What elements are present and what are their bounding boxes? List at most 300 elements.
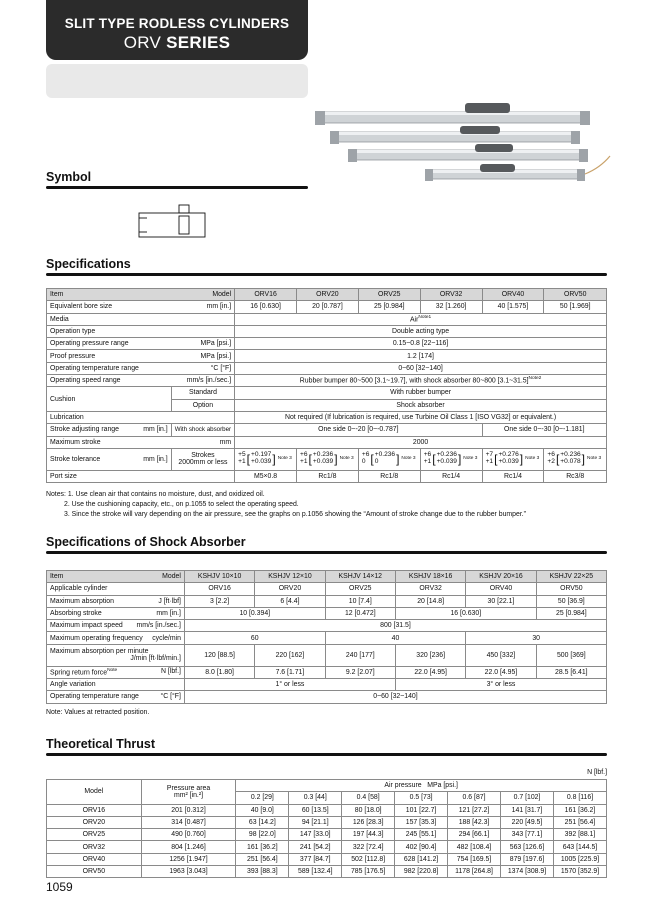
table-cell: 10 [0.394] bbox=[184, 607, 325, 619]
bracket-close-icon: ] bbox=[272, 452, 276, 467]
table-cell: 30 [22.1] bbox=[466, 595, 536, 607]
table-cell: 294 [66.1] bbox=[448, 829, 501, 841]
tolerance-value bbox=[362, 452, 416, 466]
table-cell: 16 [0.630] bbox=[235, 301, 297, 313]
row-label: Stroke adjusting range bbox=[50, 426, 119, 434]
row-label: Lubrication bbox=[47, 411, 235, 423]
header-model: Model bbox=[162, 573, 181, 581]
table-cell: KSHJV 14×12 bbox=[325, 571, 395, 583]
table-cell: 16 [0.630] bbox=[395, 607, 536, 619]
note-line: 2. Use the cushioning capacity, etc., on p.1055 to select the operating speed. bbox=[64, 501, 299, 508]
table-row bbox=[47, 436, 607, 448]
tol-in bbox=[313, 452, 333, 466]
tol-upper: +6 bbox=[299, 451, 308, 459]
row-model: ORV50 bbox=[47, 866, 142, 878]
row-unit: mm/s [in./sec.] bbox=[136, 622, 181, 630]
row-label: Absorbing stroke bbox=[50, 609, 102, 617]
table-cell: 3 [2.2] bbox=[184, 595, 254, 607]
note-ref: Note 3 bbox=[339, 455, 354, 461]
table-cell: KSHJV 10×10 bbox=[184, 571, 254, 583]
row-label: Angle variation bbox=[47, 679, 185, 691]
table-cell: 251 [56.4] bbox=[236, 853, 289, 865]
tol-lower: +1 bbox=[299, 458, 308, 466]
tol-lower-in: +0.039 bbox=[312, 458, 334, 466]
row-label: Maximum stroke bbox=[50, 438, 101, 446]
row-label: Operating pressure range bbox=[50, 340, 129, 348]
row-unit: °C [°F] bbox=[160, 693, 181, 701]
section-title-theoretical-thrust: Theoretical Thrust bbox=[46, 737, 156, 751]
section-rule-shock-absorber bbox=[46, 551, 607, 554]
tolerance-value bbox=[424, 452, 478, 466]
table-cell: 220 [162] bbox=[255, 644, 325, 666]
table-cell: One side 0~-30 [0~-1.181] bbox=[482, 424, 606, 436]
header-air-pressure: Air pressure MPa [psi.] bbox=[236, 780, 607, 792]
speed-value: Rubber bumper 80~500 [3.1~19.7], with shock absorber 80~800 [3.1~31.5] bbox=[299, 377, 529, 385]
table-cell: 322 [72.4] bbox=[342, 841, 395, 853]
note-line: 3. Since the stroke will vary depending on the air pressure, see the graphs on p.1056 showing the “Amount of stroke change due to the rubber bumper.” bbox=[64, 511, 526, 518]
tolerance-value bbox=[486, 452, 540, 466]
table-cell: 40 bbox=[325, 632, 466, 644]
table-cell: 0~60 [32~140] bbox=[184, 691, 606, 703]
table-cell: 98 [22.0] bbox=[236, 829, 289, 841]
tol-upper-in: +0.236 bbox=[374, 451, 396, 459]
table-cell: M5×0.8 bbox=[235, 470, 297, 482]
row-area: 490 [0.760] bbox=[141, 829, 236, 841]
series-banner bbox=[46, 0, 308, 60]
table-cell: 320 [236] bbox=[395, 644, 465, 666]
table-cell: KSHJV 18×16 bbox=[395, 571, 465, 583]
bracket-open-icon: [ bbox=[370, 452, 374, 467]
bracket-open-icon: [ bbox=[308, 452, 312, 467]
table-cell: 450 [332] bbox=[466, 644, 536, 666]
tol-lower: 0 bbox=[361, 458, 366, 466]
table-row bbox=[47, 362, 607, 374]
table-cell: 20 [14.8] bbox=[395, 595, 465, 607]
section-rule-theoretical-thrust bbox=[46, 753, 607, 756]
table-cell bbox=[235, 448, 297, 470]
table-cell: 482 [108.4] bbox=[448, 841, 501, 853]
row-label: Equivalent bore size bbox=[50, 303, 113, 311]
table-cell: 0.4 [58] bbox=[342, 792, 395, 804]
table-cell: ORV50 bbox=[544, 289, 607, 301]
table-row bbox=[47, 448, 607, 470]
table-cell: 643 [144.5] bbox=[553, 841, 606, 853]
thrust-rows bbox=[47, 804, 607, 878]
table-row bbox=[47, 289, 607, 301]
table-cell: 120 [88.5] bbox=[184, 644, 254, 666]
table-row bbox=[47, 470, 607, 482]
table-cell: 6 [4.4] bbox=[255, 595, 325, 607]
row-area: 201 [0.312] bbox=[141, 804, 236, 816]
table-cell: 0.2 [29] bbox=[236, 792, 289, 804]
table-cell: 800 [31.5] bbox=[184, 620, 606, 632]
table-cell: 50 [36.9] bbox=[536, 595, 606, 607]
table-cell: 197 [44.3] bbox=[342, 829, 395, 841]
row-label: Maximum absorption bbox=[50, 597, 114, 605]
table-cell: ORV16 bbox=[184, 583, 254, 595]
table-row bbox=[47, 853, 607, 865]
table-row bbox=[47, 620, 607, 632]
banner-title: SLIT TYPE RODLESS CYLINDERS bbox=[64, 16, 290, 31]
table-cell: 20 [0.787] bbox=[296, 301, 358, 313]
table-cell: 121 [27.2] bbox=[448, 804, 501, 816]
table-cell: KSHJV 22×25 bbox=[536, 571, 606, 583]
table-cell: 343 [77.1] bbox=[501, 829, 554, 841]
table-cell: 161 [36.2] bbox=[553, 804, 606, 816]
table-row bbox=[47, 411, 607, 423]
tol-lower-in: +0.039 bbox=[251, 458, 272, 466]
table-cell: 1374 [308.9] bbox=[501, 866, 554, 878]
tol-mm bbox=[486, 452, 494, 466]
table-cell: 157 [35.3] bbox=[395, 816, 448, 828]
media-value: Air bbox=[409, 316, 419, 324]
table-cell: 982 [220.8] bbox=[395, 866, 448, 878]
table-cell: 10 [7.4] bbox=[325, 595, 395, 607]
cylinder-1 bbox=[315, 103, 590, 125]
table-cell: 161 [36.2] bbox=[236, 841, 289, 853]
thrust-unit: N [lbf.] bbox=[587, 769, 607, 776]
row-sublabel: Standard bbox=[171, 387, 234, 399]
cylinder-2 bbox=[330, 126, 580, 144]
tol-lower-in: +0.078 bbox=[560, 458, 581, 466]
table-cell: Shock absorber bbox=[235, 399, 607, 411]
table-cell: ORV32 bbox=[420, 289, 482, 301]
table-cell: 50 [1.969] bbox=[544, 301, 607, 313]
table-row bbox=[47, 375, 607, 387]
row-area: 1963 [3.043] bbox=[141, 866, 236, 878]
table-cell: 60 bbox=[184, 632, 325, 644]
tol-sub1: Strokes bbox=[191, 452, 215, 460]
table-cell: 500 [369] bbox=[536, 644, 606, 666]
note-ref: Note 3 bbox=[401, 455, 416, 461]
tol-upper: +5 bbox=[238, 451, 246, 459]
tol-mm bbox=[238, 452, 246, 466]
tol-upper-in: +0.197 bbox=[251, 451, 272, 459]
table-cell: 8.0 [1.80] bbox=[184, 666, 254, 678]
table-cell: 63 [14.2] bbox=[236, 816, 289, 828]
table-row bbox=[47, 338, 607, 350]
row-label: Operating temperature range bbox=[50, 364, 139, 372]
table-row bbox=[47, 866, 607, 878]
pneumatic-symbol bbox=[135, 203, 215, 243]
table-cell: 785 [176.5] bbox=[342, 866, 395, 878]
tolerance-value bbox=[547, 452, 601, 466]
row-unit: mm [in.] bbox=[156, 609, 181, 617]
note-ref: Note 3 bbox=[525, 455, 540, 461]
tol-in bbox=[437, 452, 457, 466]
table-cell: 251 [56.4] bbox=[553, 816, 606, 828]
table-cell: 392 [88.1] bbox=[553, 829, 606, 841]
row-unit: N [lbf.] bbox=[161, 668, 181, 676]
row-model: ORV25 bbox=[47, 829, 142, 841]
row-label: Stroke tolerance bbox=[50, 455, 101, 463]
table-cell: 30 bbox=[466, 632, 607, 644]
table-cell: 25 [0.984] bbox=[358, 301, 420, 313]
table-cell: 9.2 [2.07] bbox=[325, 666, 395, 678]
note-ref: Note bbox=[107, 668, 118, 674]
table-cell: 879 [197.6] bbox=[501, 853, 554, 865]
row-sublabel bbox=[171, 448, 234, 470]
table-cell: 0.8 [116] bbox=[553, 792, 606, 804]
table-cell: 22.0 [4.95] bbox=[395, 666, 465, 678]
table-cell: 141 [31.7] bbox=[501, 804, 554, 816]
table-cell: 28.5 [6.41] bbox=[536, 666, 606, 678]
note-ref: Note 3 bbox=[463, 455, 478, 461]
tol-upper-in: +0.236 bbox=[312, 451, 334, 459]
row-unit: mm bbox=[219, 438, 232, 446]
table-cell: ORV25 bbox=[325, 583, 395, 595]
table-cell: Rc1/4 bbox=[420, 470, 482, 482]
row-unit: MPa [psi.] bbox=[200, 340, 232, 348]
row-label: Cushion bbox=[47, 387, 172, 412]
note-line: Notes: 1. Use clean air that contains no moisture, dust, and oxidized oil. bbox=[46, 491, 265, 498]
table-row bbox=[47, 424, 607, 436]
table-cell: 220 [49.5] bbox=[501, 816, 554, 828]
tol-upper-in: +0.236 bbox=[560, 451, 581, 459]
table-row bbox=[47, 595, 607, 607]
table-row bbox=[47, 571, 607, 583]
shock-note: Note: Values at retracted position. bbox=[46, 709, 150, 716]
table-cell bbox=[482, 448, 544, 470]
table-cell: 0.5 [73] bbox=[395, 792, 448, 804]
row-area: 1256 [1.947] bbox=[141, 853, 236, 865]
series-prefix: ORV bbox=[123, 33, 162, 52]
table-cell: 0.3 [44] bbox=[289, 792, 342, 804]
table-cell: 60 [13.5] bbox=[289, 804, 342, 816]
table-cell: With rubber bumper bbox=[235, 387, 607, 399]
row-unit: mm [in.] bbox=[143, 426, 168, 434]
table-cell: ORV20 bbox=[255, 583, 325, 595]
tol-upper: +6 bbox=[361, 451, 370, 459]
row-model: ORV40 bbox=[47, 853, 142, 865]
row-unit: J [ft·lbf] bbox=[158, 597, 181, 605]
row-label: Maximum operating frequency bbox=[50, 634, 143, 642]
section-title-shock-absorber: Specifications of Shock Absorber bbox=[46, 535, 246, 549]
table-cell: 0.15~0.8 [22~116] bbox=[235, 338, 607, 350]
note-ref: Note 3 bbox=[587, 455, 602, 461]
row-unit: mm [in.] bbox=[143, 455, 168, 463]
table-cell: 0.6 [87] bbox=[448, 792, 501, 804]
table-cell: 1° or less bbox=[184, 679, 395, 691]
apm-label-2: J/min [ft·lbf/min.] bbox=[130, 655, 181, 663]
tol-lower-in: +0.039 bbox=[498, 458, 519, 466]
tol-mm bbox=[424, 452, 432, 466]
table-cell: 3° or less bbox=[395, 679, 606, 691]
row-label: Applicable cylinder bbox=[47, 583, 185, 595]
tol-mm bbox=[547, 452, 555, 466]
theoretical-thrust-table bbox=[46, 779, 607, 878]
table-cell: 40 [1.575] bbox=[482, 301, 544, 313]
banner-series bbox=[46, 33, 308, 53]
tol-lower-in: 0 bbox=[374, 458, 379, 466]
table-cell: 245 [55.1] bbox=[395, 829, 448, 841]
table-cell: 32 [1.260] bbox=[420, 301, 482, 313]
row-area: 314 [0.487] bbox=[141, 816, 236, 828]
table-cell: Rc1/4 bbox=[482, 470, 544, 482]
table-cell: 147 [33.0] bbox=[289, 829, 342, 841]
table-cell bbox=[358, 448, 420, 470]
tol-upper: +7 bbox=[485, 451, 494, 459]
row-unit: °C [°F] bbox=[210, 364, 232, 372]
apm-label-1: Maximum absorption per minute bbox=[50, 648, 149, 656]
row-label: Port size bbox=[47, 470, 235, 482]
table-cell: 7.6 [1.71] bbox=[255, 666, 325, 678]
table-cell: 126 [28.3] bbox=[342, 816, 395, 828]
tol-in bbox=[375, 452, 395, 466]
table-cell: 1005 [225.9] bbox=[553, 853, 606, 865]
table-cell: ORV40 bbox=[482, 289, 544, 301]
row-sublabel: Option bbox=[171, 399, 234, 411]
product-photo bbox=[315, 98, 615, 198]
table-cell: Double acting type bbox=[235, 325, 607, 337]
shock-absorber-table bbox=[46, 570, 607, 704]
table-row bbox=[47, 679, 607, 691]
tol-upper-in: +0.276 bbox=[498, 451, 519, 459]
table-row bbox=[47, 301, 607, 313]
tol-mm bbox=[300, 452, 308, 466]
table-cell: 94 [21.1] bbox=[289, 816, 342, 828]
table-cell: 25 [0.984] bbox=[536, 607, 606, 619]
row-unit: MPa [psi.] bbox=[200, 352, 232, 360]
specifications-table bbox=[46, 288, 607, 483]
table-row bbox=[47, 325, 607, 337]
row-label: Operating temperature range bbox=[50, 693, 139, 701]
bracket-close-icon: ] bbox=[457, 452, 462, 467]
table-cell: 40 [9.0] bbox=[236, 804, 289, 816]
table-row bbox=[47, 607, 607, 619]
table-cell bbox=[544, 448, 607, 470]
tol-lower: +1 bbox=[485, 458, 494, 466]
header-model: Model bbox=[47, 780, 142, 805]
series-word: SERIES bbox=[166, 33, 231, 52]
table-cell: Rc1/8 bbox=[358, 470, 420, 482]
bracket-open-icon: [ bbox=[555, 452, 560, 467]
tol-in bbox=[560, 452, 580, 466]
table-cell: 188 [42.3] bbox=[448, 816, 501, 828]
table-cell: 0.7 [102] bbox=[501, 792, 554, 804]
table-cell: 241 [54.2] bbox=[289, 841, 342, 853]
table-cell: 1570 [352.9] bbox=[553, 866, 606, 878]
row-area: 804 [1.246] bbox=[141, 841, 236, 853]
tol-sub2: 2000mm or less bbox=[178, 459, 228, 467]
row-label: Operation type bbox=[47, 325, 235, 337]
table-cell: ORV16 bbox=[235, 289, 297, 301]
spring-label: Spring return force bbox=[50, 669, 108, 677]
table-cell: 393 [88.3] bbox=[236, 866, 289, 878]
table-cell: 502 [112.8] bbox=[342, 853, 395, 865]
table-row bbox=[47, 632, 607, 644]
row-model: ORV32 bbox=[47, 841, 142, 853]
row-model: ORV16 bbox=[47, 804, 142, 816]
table-cell: ORV40 bbox=[466, 583, 536, 595]
table-cell: 240 [177] bbox=[325, 644, 395, 666]
tol-lower: +2 bbox=[547, 458, 555, 466]
row-unit: mm [in.] bbox=[206, 303, 232, 311]
table-cell: ORV32 bbox=[395, 583, 465, 595]
section-title-symbol: Symbol bbox=[46, 170, 92, 184]
grey-placeholder-box bbox=[46, 64, 308, 98]
table-row bbox=[47, 829, 607, 841]
cylinder-3 bbox=[348, 144, 588, 162]
table-cell: Not required (If lubrication is required, use Turbine Oil Class 1 [ISO VG32] or equivalent.) bbox=[235, 411, 607, 423]
table-cell: 1178 [264.8] bbox=[448, 866, 501, 878]
section-title-specifications: Specifications bbox=[46, 257, 131, 271]
table-cell: 2000 bbox=[235, 436, 607, 448]
table-cell: ORV25 bbox=[358, 289, 420, 301]
page-number: 1059 bbox=[46, 880, 73, 894]
table-cell bbox=[235, 375, 607, 387]
tol-mm bbox=[362, 452, 370, 466]
section-rule-specifications bbox=[46, 273, 607, 276]
table-cell: ORV50 bbox=[536, 583, 606, 595]
header-model: Model bbox=[212, 291, 232, 299]
row-unit: mm/s [in./sec.] bbox=[186, 377, 232, 385]
table-cell: 1.2 [174] bbox=[235, 350, 607, 362]
bracket-open-icon: [ bbox=[246, 452, 250, 467]
table-cell: 402 [90.4] bbox=[395, 841, 448, 853]
tolerance-value bbox=[300, 452, 354, 466]
row-label: Maximum impact speed bbox=[50, 622, 123, 630]
row-unit: cycle/min bbox=[152, 634, 181, 642]
table-cell bbox=[420, 448, 482, 470]
table-row bbox=[47, 350, 607, 362]
table-cell: KSHJV 12×10 bbox=[255, 571, 325, 583]
table-cell: 22.0 [4.95] bbox=[466, 666, 536, 678]
row-label: Operating speed range bbox=[50, 377, 121, 385]
tol-lower: +1 bbox=[423, 458, 432, 466]
tol-upper: +6 bbox=[547, 451, 555, 459]
tol-lower: +1 bbox=[238, 458, 246, 466]
spec-notes bbox=[46, 490, 526, 520]
table-cell: 0~60 [32~140] bbox=[235, 362, 607, 374]
tol-lower-in: +0.039 bbox=[436, 458, 457, 466]
area-label-2: mm² [in.²] bbox=[173, 791, 204, 799]
table-row bbox=[47, 804, 607, 816]
table-cell: ORV20 bbox=[296, 289, 358, 301]
bracket-close-icon: ] bbox=[519, 452, 524, 467]
table-cell: Rc1/8 bbox=[296, 470, 358, 482]
note-ref: Note 3 bbox=[277, 455, 292, 461]
table-row bbox=[47, 691, 607, 703]
tolerance-value bbox=[238, 452, 292, 466]
tol-upper-in: +0.236 bbox=[436, 451, 457, 459]
header-item: Item bbox=[50, 291, 64, 299]
row-label bbox=[47, 644, 185, 666]
table-cell bbox=[296, 448, 358, 470]
header-item: Item bbox=[50, 573, 64, 581]
tol-in bbox=[498, 452, 518, 466]
table-cell: 80 [18.0] bbox=[342, 804, 395, 816]
bracket-close-icon: ] bbox=[581, 452, 585, 467]
table-row bbox=[47, 644, 607, 666]
bracket-close-icon: ] bbox=[396, 452, 400, 467]
table-row bbox=[47, 387, 607, 399]
row-label: Media bbox=[47, 313, 235, 325]
table-cell: 628 [141.2] bbox=[395, 853, 448, 865]
table-cell: 563 [126.6] bbox=[501, 841, 554, 853]
area-label-1: Pressure area bbox=[166, 784, 211, 792]
table-row bbox=[47, 816, 607, 828]
table-cell: KSHJV 20×16 bbox=[466, 571, 536, 583]
note-ref: Note1 bbox=[418, 314, 432, 320]
table-row bbox=[47, 666, 607, 678]
table-row bbox=[47, 583, 607, 595]
table-cell: 12 [0.472] bbox=[325, 607, 395, 619]
table-cell bbox=[235, 313, 607, 325]
table-row bbox=[47, 841, 607, 853]
bracket-open-icon: [ bbox=[494, 452, 498, 467]
note-ref: Note2 bbox=[528, 376, 542, 382]
